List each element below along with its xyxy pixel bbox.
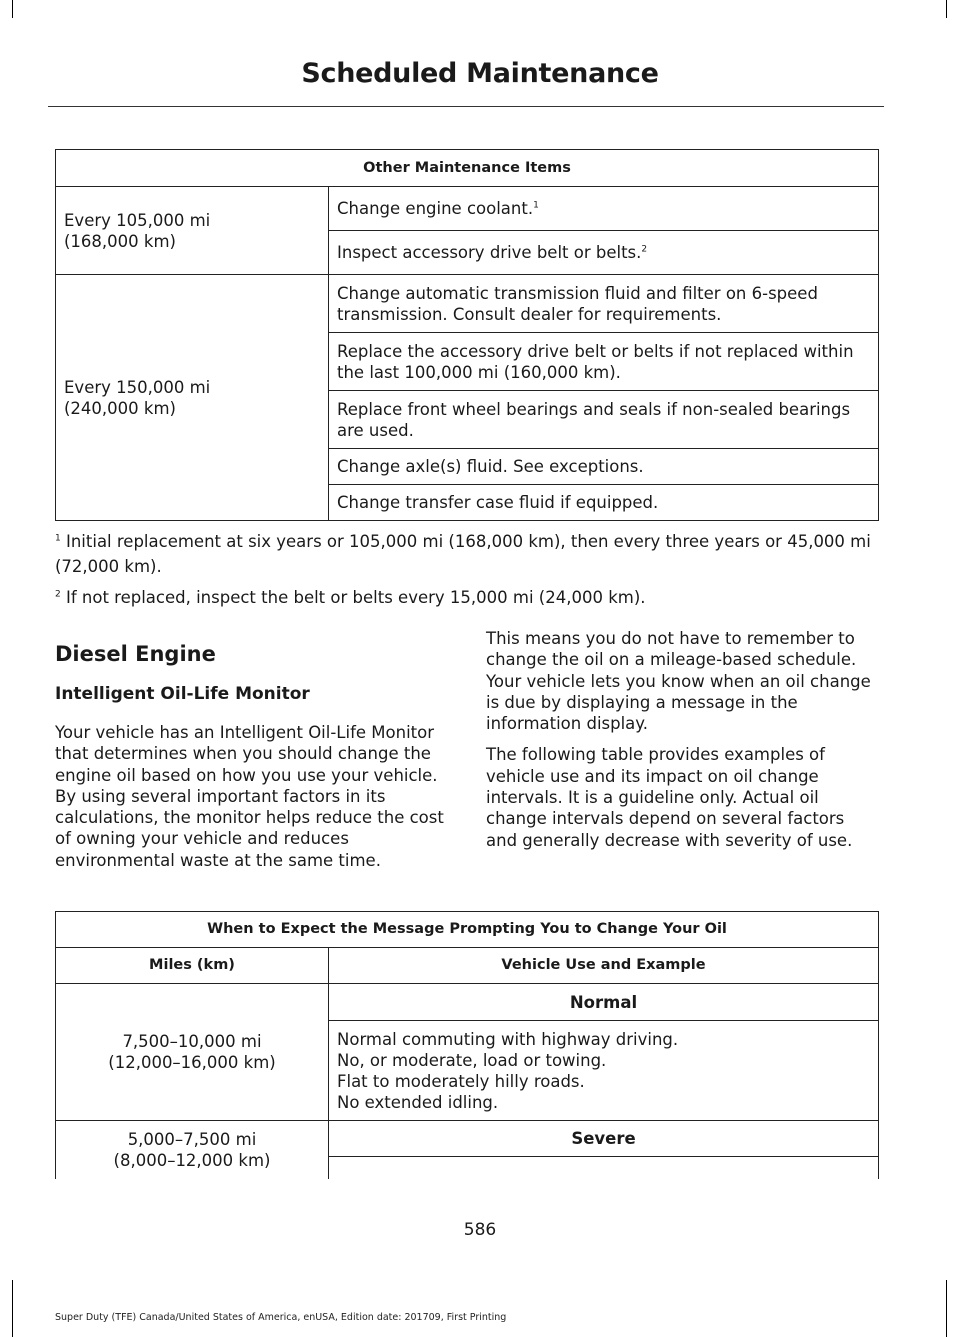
usage-category: Severe bbox=[329, 1121, 879, 1157]
page-number: 586 bbox=[463, 1220, 497, 1240]
table-row bbox=[56, 187, 879, 231]
maintenance-item: Replace front wheel bearings and seals if non-sealed bearings are used. bbox=[329, 391, 879, 449]
left-column-text bbox=[55, 722, 449, 871]
column-header-vehicle-use: Vehicle Use and Example bbox=[329, 948, 879, 984]
column-header-miles: Miles (km) bbox=[56, 948, 329, 984]
table-row bbox=[56, 275, 879, 333]
interval-cell: Every 150,000 mi (240,000 km) bbox=[56, 275, 329, 521]
paragraph: Your vehicle has an Intelligent Oil-Life Monitor that determines when you should change the engine oil based on how you use your vehicle. By using several important factors in its calculations, the monitor helps reduce the cost of owning your vehicle and reduces environmental waste at the same time. bbox=[55, 723, 444, 870]
usage-description bbox=[329, 1157, 879, 1179]
maintenance-item: Change axle(s) fluid. See exceptions. bbox=[329, 449, 879, 485]
other-maintenance-table bbox=[55, 149, 879, 521]
maintenance-item: Change transfer case fluid if equipped. bbox=[329, 485, 879, 521]
interval-cell: Every 105,000 mi (168,000 km) bbox=[56, 187, 329, 275]
crop-mark bbox=[12, 1280, 13, 1337]
footer-edition-info: Super Duty (TFE) Canada/United States of America, enUSA, Edition date: 201709, First Printing bbox=[55, 1312, 507, 1323]
maintenance-item: Change automatic transmission fluid and filter on 6-speed transmission. Consult dealer for requirements. bbox=[329, 275, 879, 333]
maintenance-item: Inspect accessory drive belt or belts.$^2$ bbox=[329, 231, 879, 275]
crop-mark bbox=[946, 1280, 947, 1337]
header-divider bbox=[48, 106, 884, 107]
crop-mark bbox=[946, 0, 947, 18]
table-title: Other Maintenance Items bbox=[56, 150, 879, 187]
usage-category: Normal bbox=[329, 984, 879, 1021]
footnote-ref: 1 bbox=[533, 200, 539, 211]
oil-change-interval-table bbox=[55, 911, 879, 1179]
table-row bbox=[56, 984, 879, 1021]
maintenance-item: Replace the accessory drive belt or belts if not replaced within the last 100,000 mi (160,000 km). bbox=[329, 333, 879, 391]
right-column-text bbox=[486, 628, 880, 851]
footnote: $^2$ If not replaced, inspect the belt or belts every 15,000 mi (24,000 km). bbox=[55, 588, 646, 607]
section-heading: Diesel Engine bbox=[55, 642, 216, 666]
crop-mark bbox=[12, 0, 13, 18]
mileage-cell: 7,500–10,000 mi (12,000–16,000 km) bbox=[56, 984, 329, 1121]
usage-description: Normal commuting with highway driving. No, or moderate, load or towing. Flat to moderately hilly roads. No extended idling. bbox=[329, 1021, 879, 1121]
footnote-ref: 2 bbox=[641, 244, 648, 255]
page-title: Scheduled Maintenance bbox=[301, 58, 659, 89]
paragraph: This means you do not have to remember to change the oil on a mileage-based schedule. Your vehicle lets you know when an oil change is due by displaying a message in the information display. bbox=[486, 629, 871, 734]
footnote: $^1$ Initial replacement at six years or 105,000 mi (168,000 km), then every three years or 45,000 mi (72,000 km). bbox=[55, 532, 871, 576]
maintenance-item: Change engine coolant.$^1$ bbox=[329, 187, 879, 231]
paragraph: The following table provides examples of vehicle use and its impact on oil change intervals. It is a guideline only. Actual oil change intervals depend on several factors and generally decrease with severity of use. bbox=[486, 745, 853, 850]
subsection-heading: Intelligent Oil-Life Monitor bbox=[55, 684, 310, 704]
mileage-cell: 5,000–7,500 mi (8,000–12,000 km) bbox=[56, 1121, 329, 1179]
table-title: When to Expect the Message Prompting You to Change Your Oil bbox=[56, 912, 879, 948]
table-row bbox=[56, 1121, 879, 1157]
